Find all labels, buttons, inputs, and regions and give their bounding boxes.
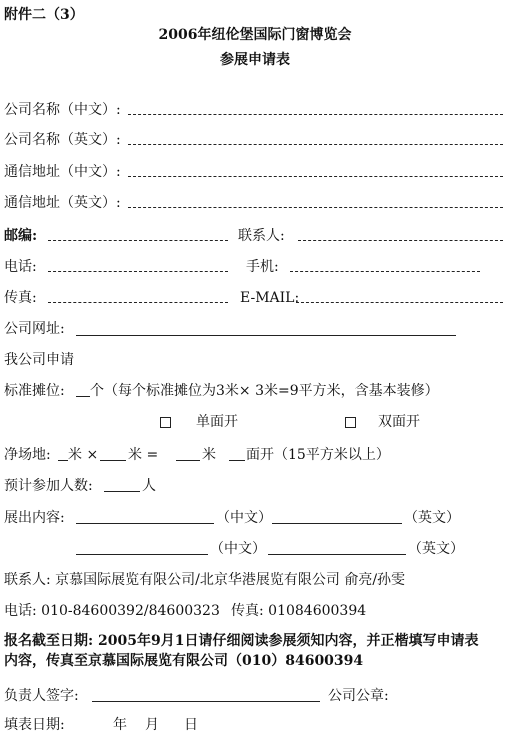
postcode-label: 邮编:	[4, 228, 38, 244]
date-month: 月	[145, 717, 159, 733]
fax-field[interactable]	[48, 302, 228, 303]
raw-space-width-field[interactable]	[100, 460, 126, 461]
raw-space-x-text: 米 ×	[68, 447, 99, 463]
std-booth-count-field[interactable]	[76, 396, 90, 397]
seal-label: 公司公章:	[328, 688, 389, 704]
organizer-phone: 电话: 010-84600392/84600323	[4, 603, 220, 619]
exhibits-label: 展出内容:	[4, 510, 65, 526]
contact-label: 联系人:	[238, 228, 285, 244]
raw-space-open-text: 面开（15平方米以上）	[246, 447, 390, 463]
address-cn-field[interactable]	[128, 176, 503, 177]
company-name-cn-label: 公司名称（中文）:	[4, 102, 121, 118]
attachment-label: 附件二（3）	[4, 7, 84, 23]
date-label: 填表日期:	[4, 717, 65, 733]
exhibits-cn-field-2[interactable]	[76, 554, 208, 555]
std-booth-description: 个（每个标准摊位为3米× 3米=9平方米，含基本装修）	[90, 383, 439, 399]
raw-space-sqm-text: 米	[202, 447, 216, 463]
organizer-fax: 传真: 01084600394	[231, 603, 367, 619]
exhibits-cn-tag-2: （中文）	[210, 541, 266, 557]
raw-space-area-field[interactable]	[176, 460, 200, 461]
signature-field[interactable]	[92, 701, 320, 702]
raw-space-length-field[interactable]	[58, 460, 68, 461]
apply-label: 我公司申请	[4, 352, 74, 368]
mobile-field[interactable]	[290, 271, 480, 272]
attendees-label: 预计参加人数:	[4, 478, 93, 494]
double-open-checkbox[interactable]	[345, 417, 356, 428]
exhibits-cn-field-1[interactable]	[76, 523, 214, 524]
single-open-label: 单面开	[196, 414, 238, 430]
address-cn-label: 通信地址（中文）:	[4, 164, 121, 180]
website-label: 公司网址:	[4, 321, 65, 337]
document-title: 2006年纽伦堡国际门窗博览会	[158, 27, 352, 43]
date-day: 日	[184, 717, 198, 733]
contact-field[interactable]	[298, 240, 503, 241]
std-booth-label: 标准摊位:	[4, 383, 65, 399]
exhibits-en-field-2[interactable]	[268, 554, 406, 555]
exhibits-en-tag-1: （英文）	[404, 510, 460, 526]
double-open-label: 双面开	[378, 414, 420, 430]
company-name-en-field[interactable]	[128, 144, 503, 145]
deadline-line-2: 内容，传真至京慕国际展览有限公司（010）84600394	[4, 653, 364, 669]
postcode-field[interactable]	[48, 240, 228, 241]
website-field[interactable]	[76, 335, 456, 336]
company-name-en-label: 公司名称（英文）:	[4, 132, 121, 148]
phone-field[interactable]	[48, 271, 228, 272]
raw-space-equals-text: 米 =	[128, 447, 159, 463]
fax-label: 传真:	[4, 290, 37, 306]
raw-space-open-field[interactable]	[229, 460, 245, 461]
email-field[interactable]	[296, 302, 503, 303]
organizer-contact: 联系人: 京慕国际展览有限公司/北京华港展览有限公司 俞亮/孙雯	[4, 572, 406, 588]
attendees-field[interactable]	[104, 491, 140, 492]
exhibits-cn-tag-1: （中文）	[216, 510, 272, 526]
exhibits-en-tag-2: （英文）	[408, 541, 464, 557]
phone-label: 电话:	[4, 259, 37, 275]
single-open-checkbox[interactable]	[160, 417, 171, 428]
signature-label: 负责人签字:	[4, 688, 79, 704]
document-subtitle: 参展申请表	[220, 52, 290, 68]
date-year: 年	[113, 717, 127, 733]
exhibits-en-field-1[interactable]	[272, 523, 402, 524]
company-name-cn-field[interactable]	[128, 114, 503, 115]
deadline-line-1: 报名截至日期: 2005年9月1日请仔细阅读参展须知内容，并正楷填写申请表	[4, 633, 479, 649]
address-en-label: 通信地址（英文）:	[4, 195, 121, 211]
raw-space-label: 净场地:	[4, 447, 51, 463]
mobile-label: 手机:	[246, 259, 279, 275]
attendees-unit: 人	[142, 478, 156, 494]
address-en-field[interactable]	[128, 207, 503, 208]
email-label: E-MAIL:	[240, 290, 300, 306]
